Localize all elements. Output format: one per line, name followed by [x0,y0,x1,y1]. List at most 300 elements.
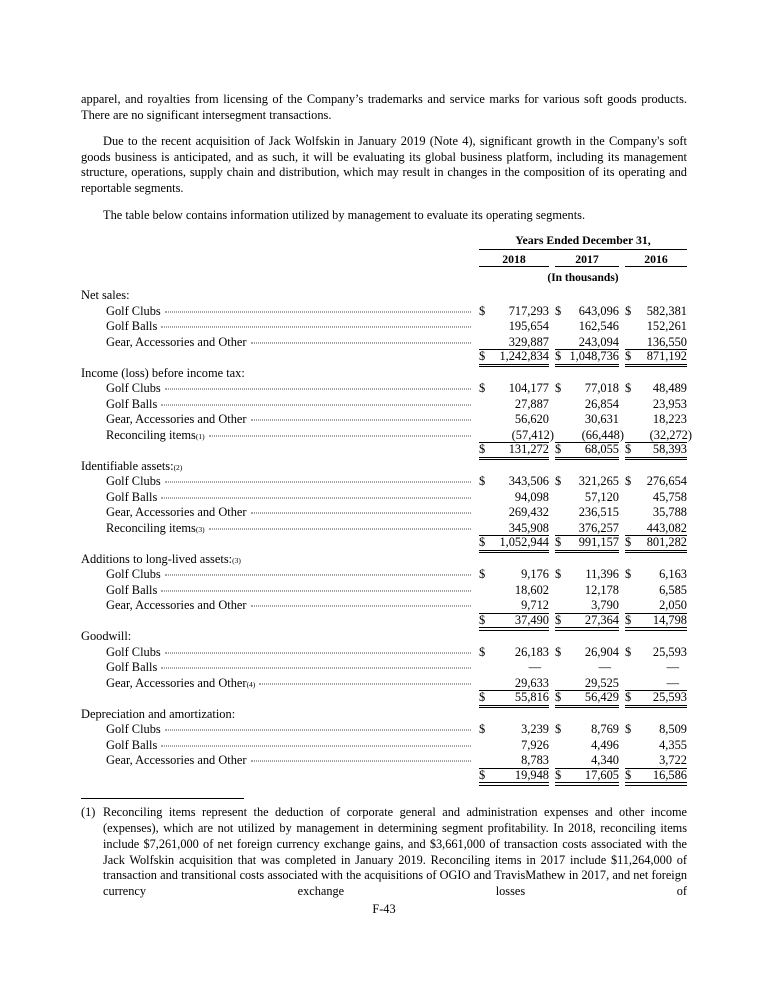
dollar-sign: $ [479,767,486,782]
amount-cell [625,584,687,598]
section-title-row [81,288,687,304]
amount-value: 29,525 [584,675,619,690]
dollar-sign: $ [479,535,486,550]
row-label-text: Golf Clubs [106,303,161,318]
table-units-row [81,269,687,288]
amount-value: 329,887 [508,334,549,349]
row-label-text: Golf Balls [106,396,158,411]
amount-cell [625,723,687,737]
row-label [81,304,473,320]
amount-value: — [598,660,611,675]
amount-value: 6,585 [659,582,687,597]
amount-cell [555,350,619,365]
amount-cell [625,646,687,660]
amount-value: 48,489 [652,381,687,396]
amount-cell [625,475,687,489]
amount-cell [479,584,549,598]
dollar-sign: $ [625,567,632,582]
section-title-row [81,552,687,568]
dot-leader [251,342,471,343]
dot-leader [251,513,471,514]
amount-value: 27,887 [514,396,549,411]
row-label-text: Gear, Accessories and Other [106,753,247,768]
amount-value: 18,602 [514,582,549,597]
amount-value: 26,904 [584,644,619,659]
amount-cell [555,506,619,520]
amount-value: 243,094 [578,334,619,349]
section-title [81,366,687,382]
amount-cell [625,336,687,351]
amount-value: 136,550 [646,334,687,349]
dollar-sign: $ [555,644,562,659]
body-paragraph-2: Due to the recent acquisition of Jack Wolfskin in January 2019 (Note 4), significant growth in the Company's soft goods business is anticipated, and as such, it will be evaluating its global business platform, including its management structure, operations, supply chain and distribution, which may result in changes in the composition of its operating and reportable segments. [81,134,687,195]
amount-value: 45,758 [652,489,687,504]
amount-cell [625,350,687,365]
amount-cell [625,305,687,319]
dollar-sign: $ [555,535,562,550]
amount-value: 4,355 [659,737,687,752]
amount-cell [625,614,687,629]
amount-value: 77,018 [584,381,619,396]
amount-cell [479,320,549,334]
amount-value: 56,620 [514,412,549,427]
amount-cell [555,584,619,598]
table-row [81,598,687,614]
dot-leader [161,745,471,746]
dollar-sign: $ [555,612,562,627]
amount-cell [479,475,549,489]
amount-value: 9,712 [521,598,549,613]
amount-value: — [528,660,541,675]
row-label: Gear, Accessories and Other (4) [81,676,473,692]
row-label: Reconciling items (3) [81,521,473,537]
table-row [81,722,687,738]
amount-cell [555,691,619,706]
dollar-sign: $ [479,722,486,737]
section-title [81,629,687,645]
dot-leader [259,683,471,684]
row-label [81,583,473,599]
dollar-sign: $ [555,767,562,782]
amount-cell [479,723,549,737]
amount-cell [555,754,619,769]
dollar-sign: $ [625,767,632,782]
amount-cell [479,350,549,365]
dot-leader [209,528,471,529]
amount-cell [555,522,619,537]
segments-table [81,233,692,784]
amount-value: 30,631 [584,412,619,427]
dollar-sign: $ [479,474,486,489]
amount-cell [479,427,554,444]
amount-value: (66,448) [581,427,624,442]
table-row [81,397,687,413]
dollar-sign: $ [555,567,562,582]
row-label-text: Gear, Accessories and Other [106,675,247,690]
table-row [81,583,687,599]
dot-leader [161,327,471,328]
amount-cell [555,382,619,396]
dollar-sign: $ [625,612,632,627]
row-label [81,645,473,661]
amount-cell [555,723,619,737]
row-label-text: Golf Clubs [106,644,161,659]
amount-cell [625,661,687,675]
row-label-text: Golf Balls [106,489,158,504]
body-paragraph-1: apparel, and royalties from licensing of the Company’s trademarks and service marks for various soft goods products. There are no significant intersegment transactions. [81,92,687,122]
amount-cell [479,754,549,769]
row-label-text: Golf Clubs [106,722,161,737]
amount-value: — [666,660,679,675]
amount-value: 343,506 [508,474,549,489]
amount-cell [479,443,549,458]
dollar-sign: $ [479,303,486,318]
total-row [81,614,687,630]
amount-cell [625,398,687,412]
table-row [81,567,687,583]
amount-value: 276,654 [646,474,687,489]
amount-value: 68,055 [584,442,619,457]
section-title-text: Additions to long-lived assets: [81,551,233,566]
table-row [81,490,687,506]
amount-value: 37,490 [514,612,549,627]
amount-value: 1,242,834 [499,349,549,364]
section-title-text: Net sales: [81,288,130,303]
total-row [81,691,687,707]
table-row [81,676,687,692]
amount-value: 94,098 [514,489,549,504]
row-label-text: Gear, Accessories and Other [106,334,247,349]
section-title: Additions to long-lived assets: (3) [81,551,241,566]
table-row [81,738,687,754]
amount-value: 443,082 [646,520,687,535]
amount-value: 3,790 [591,598,619,613]
table-period-header-row [81,234,687,250]
amount-cell [479,413,549,427]
section-title [81,288,687,304]
amount-cell [555,336,619,351]
amount-value: 55,816 [514,690,549,705]
amount-cell [555,677,619,692]
amount-value: 269,432 [508,505,549,520]
amount-value: 131,272 [508,442,549,457]
footnote-marker: (1) [81,805,96,820]
amount-value: 7,926 [521,737,549,752]
amount-value: 2,050 [659,598,687,613]
dollar-sign: $ [479,644,486,659]
amount-cell [479,646,549,660]
amount-value: 871,192 [646,349,687,364]
dollar-sign: $ [625,349,632,364]
dot-leader [165,575,471,576]
amount-value: 8,783 [521,753,549,768]
amount-cell [555,739,619,753]
section-title-row [81,629,687,645]
table-row [81,474,687,490]
amount-cell [479,382,549,396]
section-title [81,707,687,723]
table-row [81,645,687,661]
amount-value: 18,223 [652,412,687,427]
dot-leader [165,652,471,653]
dot-leader [161,590,471,591]
amount-cell [625,769,687,784]
section-title-row [81,707,687,723]
amount-value: 104,177 [508,381,549,396]
amount-cell [625,413,687,427]
row-label-text: Golf Clubs [106,381,161,396]
dollar-sign: $ [479,567,486,582]
footnote-1 [81,805,687,900]
dollar-sign: $ [625,690,632,705]
row-label-text: Golf Clubs [106,567,161,582]
row-label-text: Reconciling items [106,520,196,535]
dollar-sign: $ [625,644,632,659]
year-column-2018: 2018 [479,253,549,267]
section-title: Identifiable assets: (2) [81,458,183,473]
row-label [81,474,473,490]
row-label-text: Golf Balls [106,319,158,334]
dollar-sign: $ [555,722,562,737]
row-label [81,381,473,397]
row-label-text: Golf Balls [106,582,158,597]
amount-value: (32,272) [649,427,692,442]
row-label-text: Golf Balls [106,737,158,752]
amount-cell [479,522,549,537]
dollar-sign: $ [555,690,562,705]
amount-value: 56,429 [584,690,619,705]
amount-cell [479,614,549,629]
amount-cell [625,427,692,444]
section-title-row [81,459,687,475]
dot-leader [251,420,471,421]
amount-value: (57,412) [511,427,554,442]
amount-value: 643,096 [578,303,619,318]
total-row [81,350,687,366]
dollar-sign: $ [625,722,632,737]
dot-leader [251,606,471,607]
amount-value: 582,381 [646,303,687,318]
amount-value: 35,788 [652,505,687,520]
dot-leader [161,404,471,405]
amount-cell [479,568,549,582]
amount-value: 162,546 [578,319,619,334]
section-title-text: Goodwill: [81,629,132,644]
row-label-text: Gear, Accessories and Other [106,598,247,613]
amount-cell [479,398,549,412]
amount-cell [555,491,619,505]
body-paragraph-3: The table below contains information utilized by management to evaluate its operating segments. [103,207,586,222]
table-row [81,381,687,397]
dollar-sign: $ [625,303,632,318]
table-row [81,335,687,351]
amount-cell [555,599,619,614]
row-label [81,722,473,738]
amount-value: — [666,675,679,690]
table-row [81,412,687,428]
section-title-text: Identifiable assets: [81,458,174,473]
row-label [81,753,473,769]
amount-value: 345,908 [508,520,549,535]
table-row [81,505,687,521]
dollar-sign: $ [555,474,562,489]
amount-value: 17,605 [584,767,619,782]
dollar-sign: $ [625,381,632,396]
dollar-sign: $ [625,442,632,457]
amount-value: 152,261 [646,319,687,334]
amount-value: 195,654 [508,319,549,334]
table-row [81,304,687,320]
amount-cell [625,522,687,537]
row-label-text: Gear, Accessories and Other [106,412,247,427]
row-label-text: Gear, Accessories and Other [106,505,247,520]
dot-leader [165,311,471,312]
dot-leader [165,389,471,390]
dot-leader [165,730,471,731]
row-label-text: Golf Balls [106,660,158,675]
section-title-text: Income (loss) before income tax: [81,365,245,380]
amount-cell [479,506,549,520]
amount-cell [555,661,619,675]
amount-cell [555,568,619,582]
amount-cell [479,691,549,706]
dot-leader [209,435,471,436]
amount-cell [625,599,687,614]
row-label-text: Reconciling items [106,427,196,442]
amount-value: 236,515 [578,505,619,520]
table-row [81,753,687,769]
amount-cell [479,677,549,692]
amount-cell [555,305,619,319]
amount-value: 26,854 [584,396,619,411]
dot-leader [165,482,471,483]
amount-value: 29,633 [514,675,549,690]
amount-value: 991,157 [578,535,619,550]
amount-cell [479,336,549,351]
dollar-sign: $ [479,349,486,364]
amount-cell [479,599,549,614]
amount-cell [625,754,687,769]
amount-cell [479,491,549,505]
row-label [81,505,473,521]
page-number: F-43 [372,902,396,916]
amount-value: 27,364 [584,612,619,627]
amount-value: 801,282 [646,535,687,550]
amount-cell [625,443,687,458]
total-row [81,536,687,552]
table-row [81,660,687,676]
amount-cell [555,614,619,629]
amount-value: 3,239 [521,722,549,737]
amount-cell [479,661,549,675]
row-label [81,335,473,351]
amount-cell [555,475,619,489]
amount-value: 717,293 [508,303,549,318]
dot-leader [161,497,471,498]
row-label-text: Golf Clubs [106,474,161,489]
amount-cell [625,320,687,334]
row-label [81,412,473,428]
units-note: (In thousands) [547,272,619,285]
dollar-sign: $ [479,381,486,396]
row-label: Reconciling items (1) [81,428,473,444]
row-label [81,490,473,506]
amount-cell [555,646,619,660]
amount-value: 6,163 [659,567,687,582]
amount-cell [479,769,549,784]
amount-cell [555,769,619,784]
amount-cell [479,739,549,753]
years-ended-title: Years Ended December 31, [479,234,687,250]
amount-cell [555,398,619,412]
amount-value: 26,183 [514,644,549,659]
amount-cell [479,536,549,551]
amount-value: 16,586 [652,767,687,782]
amount-cell [625,536,687,551]
row-label [81,567,473,583]
amount-value: 376,257 [578,520,619,535]
table-year-header-row [81,253,687,267]
row-label [81,397,473,413]
amount-cell [625,568,687,582]
amount-cell [625,677,687,692]
dollar-sign: $ [479,442,486,457]
total-row [81,443,687,459]
amount-value: 23,953 [652,396,687,411]
amount-value: 321,265 [578,474,619,489]
amount-value: 19,948 [514,767,549,782]
amount-value: 4,496 [591,737,619,752]
footnote-text: Reconciling items represent the deduction of corporate general and administration expenses and other income (expenses), which are not utilized by management in determining segment profitability. In 2018, reconciling items include $7,261,000 of net foreign currency exchange gains, and $3,661,000 of transaction costs associated with the Jack Wolfskin acquisition that was completed in January 2019. Reconciling items in 2017 include $11,264,000 of transaction and transitional costs associated with the acquisitions of OGIO and TravisMathew in 2017, and net foreign currency exchange losses of [103,805,687,899]
dot-leader [251,761,471,762]
amount-cell [555,427,624,444]
dot-leader [161,668,471,669]
amount-cell [555,413,619,427]
amount-value: 11,396 [585,567,619,582]
dollar-sign: $ [555,442,562,457]
year-column-2017: 2017 [555,253,619,267]
amount-value: 9,176 [521,567,549,582]
amount-value: 4,340 [591,753,619,768]
dollar-sign: $ [625,474,632,489]
dollar-sign: $ [555,381,562,396]
amount-value: 25,593 [652,644,687,659]
amount-value: 3,722 [659,753,687,768]
row-label [81,598,473,614]
amount-cell [625,506,687,520]
dollar-sign: $ [479,690,486,705]
row-label [81,319,473,335]
year-column-2016: 2016 [625,253,687,267]
total-row [81,769,687,785]
amount-cell [555,536,619,551]
amount-value: 58,393 [652,442,687,457]
amount-value: 8,769 [591,722,619,737]
dollar-sign: $ [625,535,632,550]
section-title-row [81,366,687,382]
section-title-text: Depreciation and amortization: [81,706,236,721]
amount-value: 1,052,944 [499,535,549,550]
table-row [81,319,687,335]
amount-cell [555,443,619,458]
amount-cell [479,305,549,319]
amount-value: 8,509 [659,722,687,737]
amount-value: 57,120 [584,489,619,504]
amount-value: 1,048,736 [569,349,619,364]
table-body [81,288,692,784]
footnote-separator [81,798,244,799]
amount-value: 14,798 [652,612,687,627]
